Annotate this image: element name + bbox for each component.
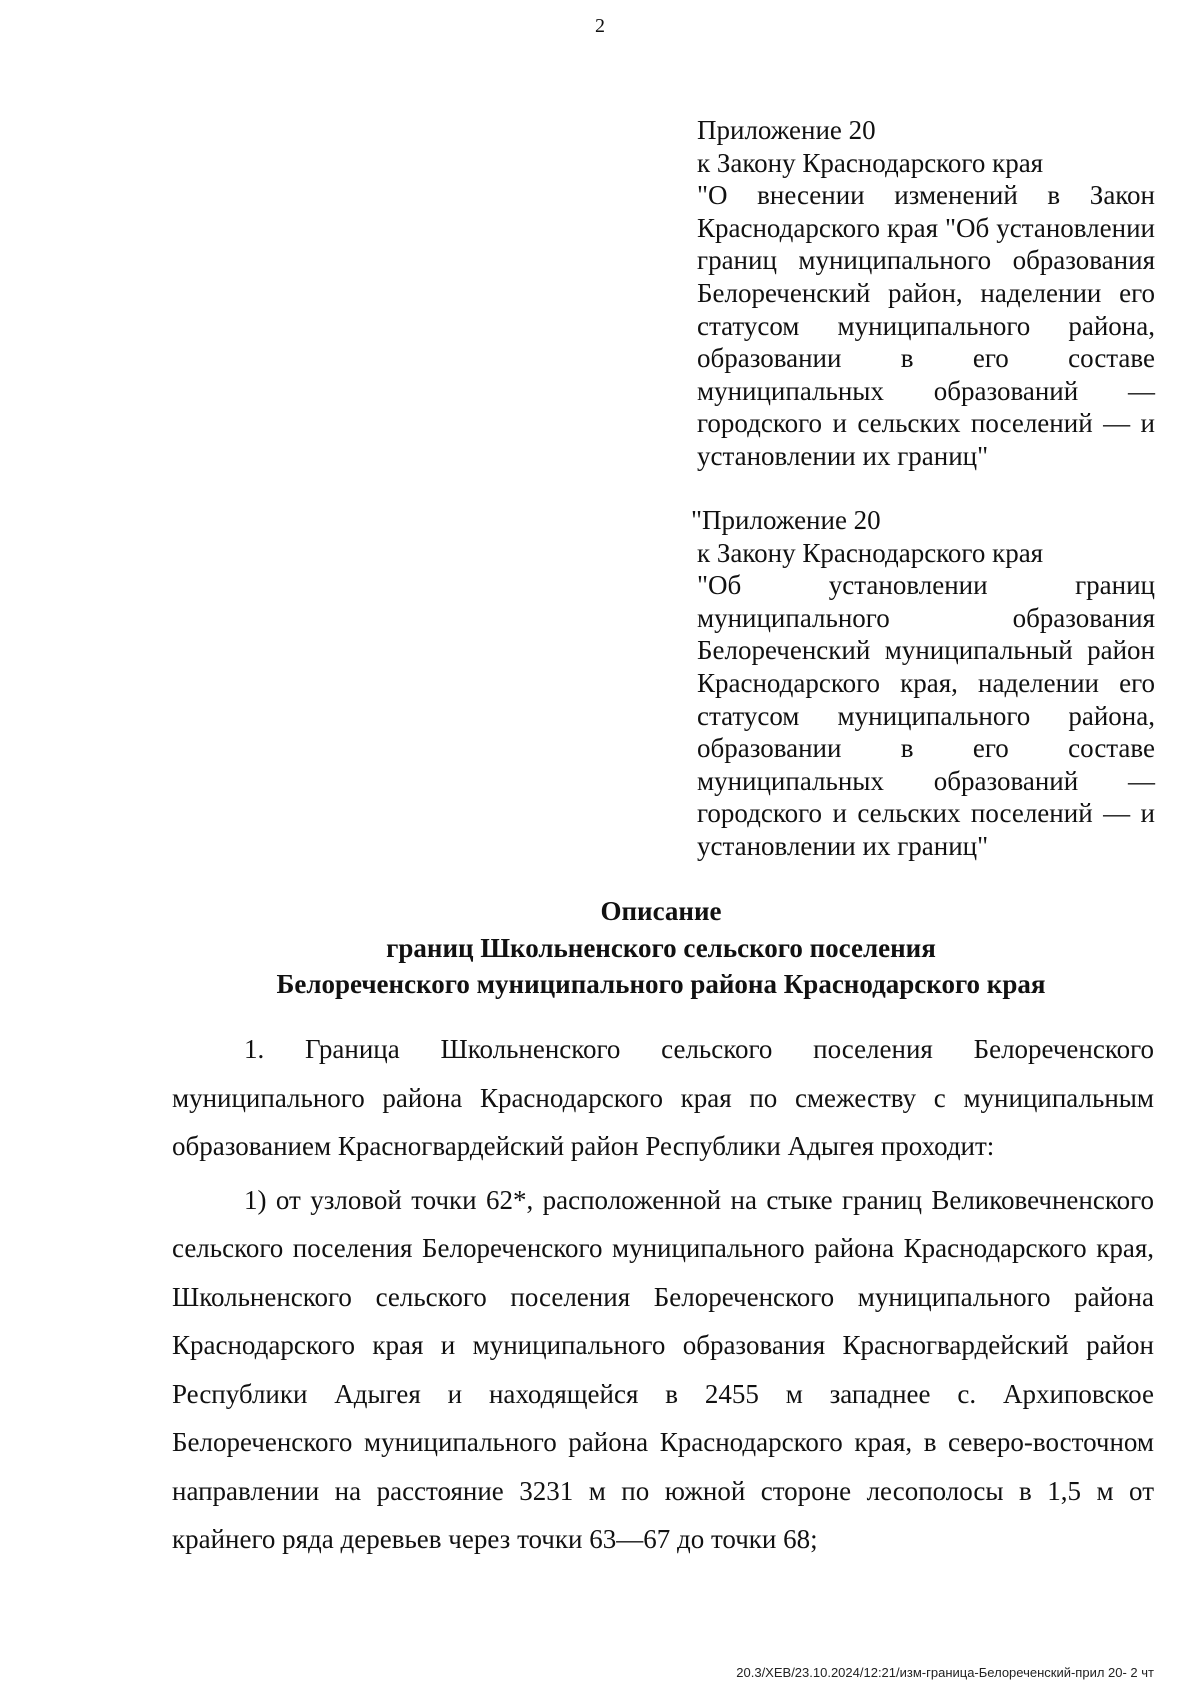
annex-header-line: Приложение 20: [697, 115, 876, 145]
title-line: Белореченского муниципального района Краснодарского края: [276, 969, 1046, 999]
document-title: [170, 893, 1152, 1003]
body-paragraph: 1. Граница Школьненского сельского поселения Белореченского муниципального района Краснодарского края по смежеству с муниципальным образованием Красногвардейский район Республики Адыгея проходит:: [172, 1034, 1154, 1161]
title-line: Описание: [600, 896, 722, 926]
annex-header-original: [691, 504, 1155, 863]
annex-header-text: "Об установлении границ муниципального образования Белореченский муниципальный район Краснодарского края, наделении его статусом муниципального района, образовании в его составе муниципальных образований — городского и сельских поселений — и установлении их границ": [697, 570, 1155, 861]
annex-header-line: к Закону Краснодарского края: [697, 147, 1044, 178]
body-paragraph: 1) от узловой точки 62*, расположенной на стыке границ Великовечненского сельского поселения Белореченского муниципального района Краснодарского края, Школьненского сельского поселения Белореченского муниципального района Краснодарского края и муниципального образования Красногвардейский район Республики Адыгея и находящейся в 2455 м западнее с. Архиповское Белореченского муниципального района Краснодарского края, в северо-восточном направлении на расстояние 3231 м по южной стороне лесополосы в 1,5 м от крайнего ряда деревьев через точки 63—67 до точки 68;: [172, 1184, 1154, 1554]
footer-reference: 20.3/ХЕВ/23.10.2024/12:21/изм-граница-Белореченский-прил 20- 2 чт: [736, 1665, 1154, 1680]
annex-header-line: "Приложение 20: [691, 505, 881, 535]
title-line: границ Школьненского сельского поселения: [386, 932, 936, 963]
annex-header-amendment: [697, 114, 1155, 473]
document-body: [172, 1025, 1154, 1569]
annex-header-line: к Закону Краснодарского края: [697, 537, 1044, 568]
page-number: 2: [595, 15, 605, 37]
annex-header-text: "О внесении изменений в Закон Краснодарского края "Об установлении границ муниципального образования Белореченский район, наделении его статусом муниципального района, образовании в его составе муниципальных образований — городского и сельских поселений — и установлении их границ": [697, 180, 1155, 471]
